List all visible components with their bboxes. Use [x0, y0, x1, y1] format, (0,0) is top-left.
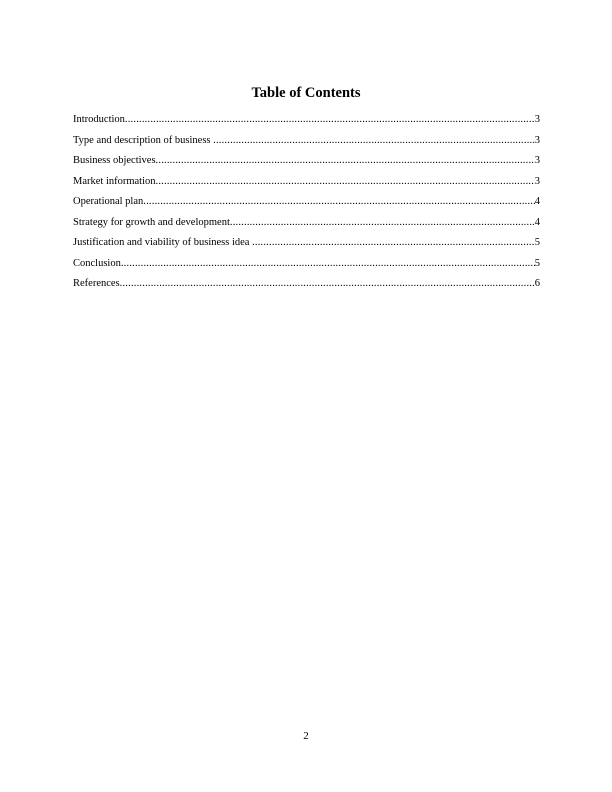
toc-entry-label: References [73, 278, 120, 289]
toc-entry[interactable] [73, 154, 540, 175]
toc-leader-dots [156, 175, 535, 189]
toc-entry[interactable] [73, 195, 540, 216]
toc-entry-page: 5 [534, 237, 540, 248]
toc-entry-label: Type and description of business [73, 134, 214, 146]
toc-title: Table of Contents [251, 85, 361, 101]
page-number: 2 [303, 730, 309, 742]
toc-entry[interactable] [73, 175, 540, 196]
toc-leader-dots [125, 113, 535, 127]
toc-entry-page: 6 [534, 278, 540, 289]
toc-leader-dots [252, 236, 535, 250]
toc-entry[interactable] [73, 113, 540, 134]
toc-leader-dots [156, 154, 535, 168]
toc-entry-label: Justification and viability of business idea [73, 237, 253, 248]
toc-entry-page: 3 [534, 134, 540, 146]
toc-list [73, 113, 540, 298]
toc-entry-page: 3 [534, 175, 540, 187]
toc-entry[interactable] [73, 236, 540, 257]
toc-entry[interactable] [73, 257, 540, 278]
toc-entry-page: 3 [534, 155, 540, 166]
toc-entry-label: Market information [73, 175, 156, 187]
toc-leader-dots [213, 134, 535, 148]
toc-entry[interactable] [73, 134, 540, 155]
toc-entry-label: Business objectives [73, 155, 156, 166]
toc-leader-dots [230, 216, 535, 230]
toc-entry-page: 5 [534, 257, 540, 269]
toc-leader-dots [120, 277, 535, 291]
toc-leader-dots [121, 257, 535, 271]
toc-entry[interactable] [73, 216, 540, 237]
toc-entry-label: Introduction [73, 114, 125, 125]
toc-entry-label: Conclusion [73, 257, 121, 269]
toc-entry-label: Operational plan [73, 196, 144, 207]
toc-entry-page: 4 [534, 216, 540, 228]
toc-leader-dots [143, 195, 534, 209]
toc-entry-page: 4 [534, 196, 540, 207]
toc-entry[interactable] [73, 277, 540, 298]
toc-entry-label: Strategy for growth and development [73, 216, 230, 228]
toc-entry-page: 3 [534, 114, 540, 125]
